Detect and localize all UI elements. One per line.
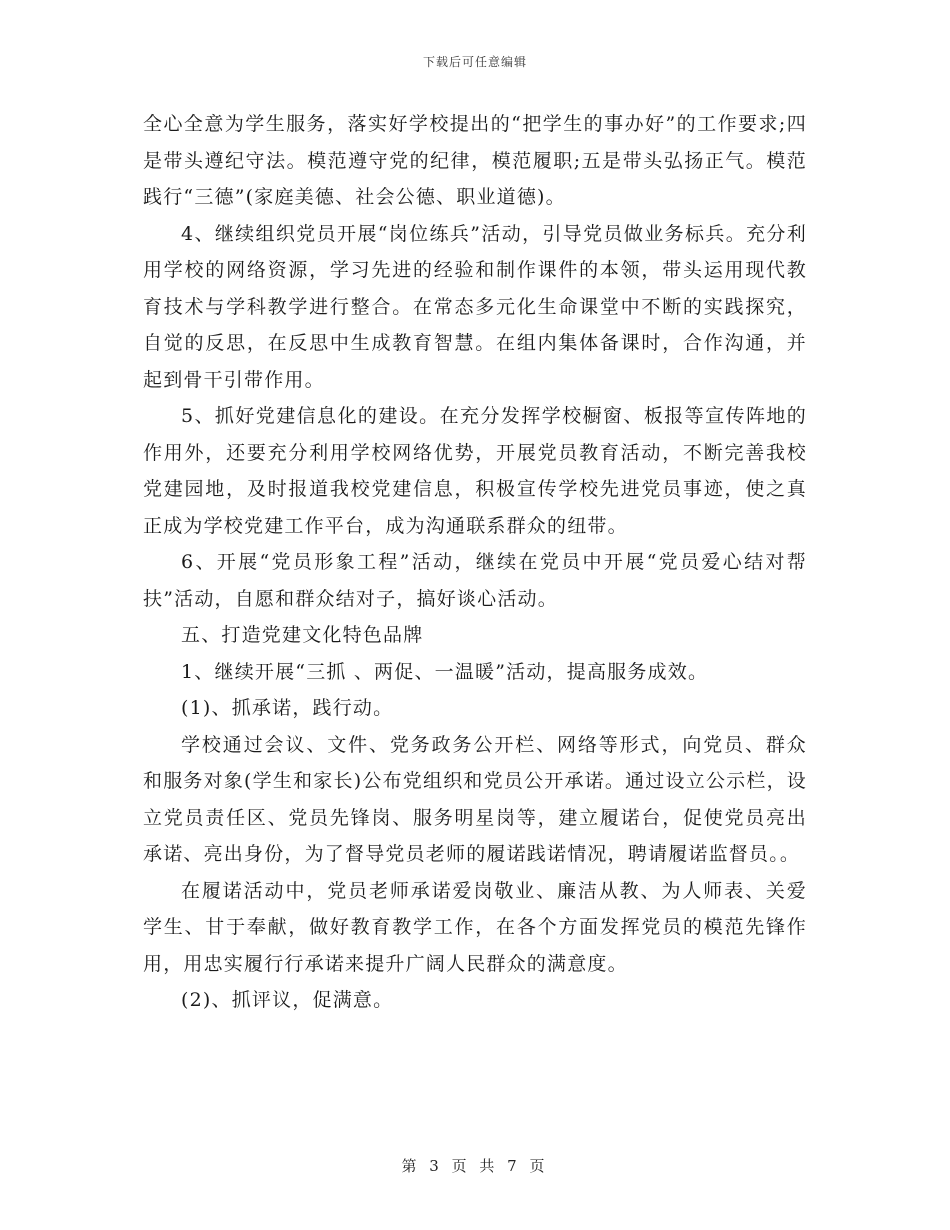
paragraph-subheading-1: (1)、抓承诺，践行动。 [181, 697, 394, 719]
page-number: 第 3 页 共 7 页 [401, 1157, 549, 1175]
document-body [143, 106, 807, 1019]
paragraph-subitem-1: 1、继续开展“三抓 、两促、一温暖”活动，提高服务成效。 [181, 660, 709, 683]
page-header: 下载后可任意编辑 [422, 55, 527, 69]
paragraph-item-6: 6、开展“党员形象工程”活动，继续在党员中开展“党员爱心结对帮扶”活动，自愿和群众结对子，搞好谈心活动。 [143, 551, 807, 610]
paragraph-item-4: 4、继续组织党员开展“岗位练兵”活动，引导党员做业务标兵。充分利用学校的网络资源，学习先进的经验和制作课件的本领，带头运用现代教育技术与学科教学进行整合。在常态多元化生命课堂中不断的实践探究，自觉的反思，在反思中生成教育智慧。在组内集体备课时，合作沟通，并起到骨干引带作用。 [143, 222, 807, 391]
paragraph-fulfillment: 在履诺活动中，党员老师承诺爱岗敬业、廉洁从教、为人师表、关爱学生、甘于奉献，做好教育教学工作，在各个方面发挥党员的模范先锋作用，用忠实履行行承诺来提升广阔人民群众的满意度。 [143, 879, 807, 975]
paragraph-continuation: 全心全意为学生服务，落实好学校提出的“把学生的事办好”的工作要求;四是带头遵纪守法。模范遵守党的纪律，模范履职;五是带头弘扬正气。模范践行“三德”(家庭美德、社会公德、职业道德)。 [143, 113, 807, 208]
paragraph-subheading-2: (2)、抓评议，促满意。 [181, 989, 394, 1011]
section-heading-5: 五、打造党建文化特色品牌 [181, 624, 424, 646]
paragraph-item-5: 5、抓好党建信息化的建设。在充分发挥学校橱窗、板报等宣传阵地的作用外，还要充分利用学校网络优势，开展党员教育活动，不断完善我校党建园地，及时报道我校党建信息，积极宣传学校先进党员事迹，使之真正成为学校党建工作平台，成为沟通联系群众的纽带。 [143, 405, 807, 537]
paragraph-commitment: 学校通过会议、文件、党务政务公开栏、网络等形式，向党员、群众和服务对象(学生和家长)公布党组织和党员公开承诺。通过设立公示栏，设立党员责任区、党员先锋岗、服务明星岗等，建立履诺台，促使党员亮出承诺、亮出身份，为了督导党员老师的履诺践诺情况，聘请履诺监督员。。 [143, 733, 807, 865]
